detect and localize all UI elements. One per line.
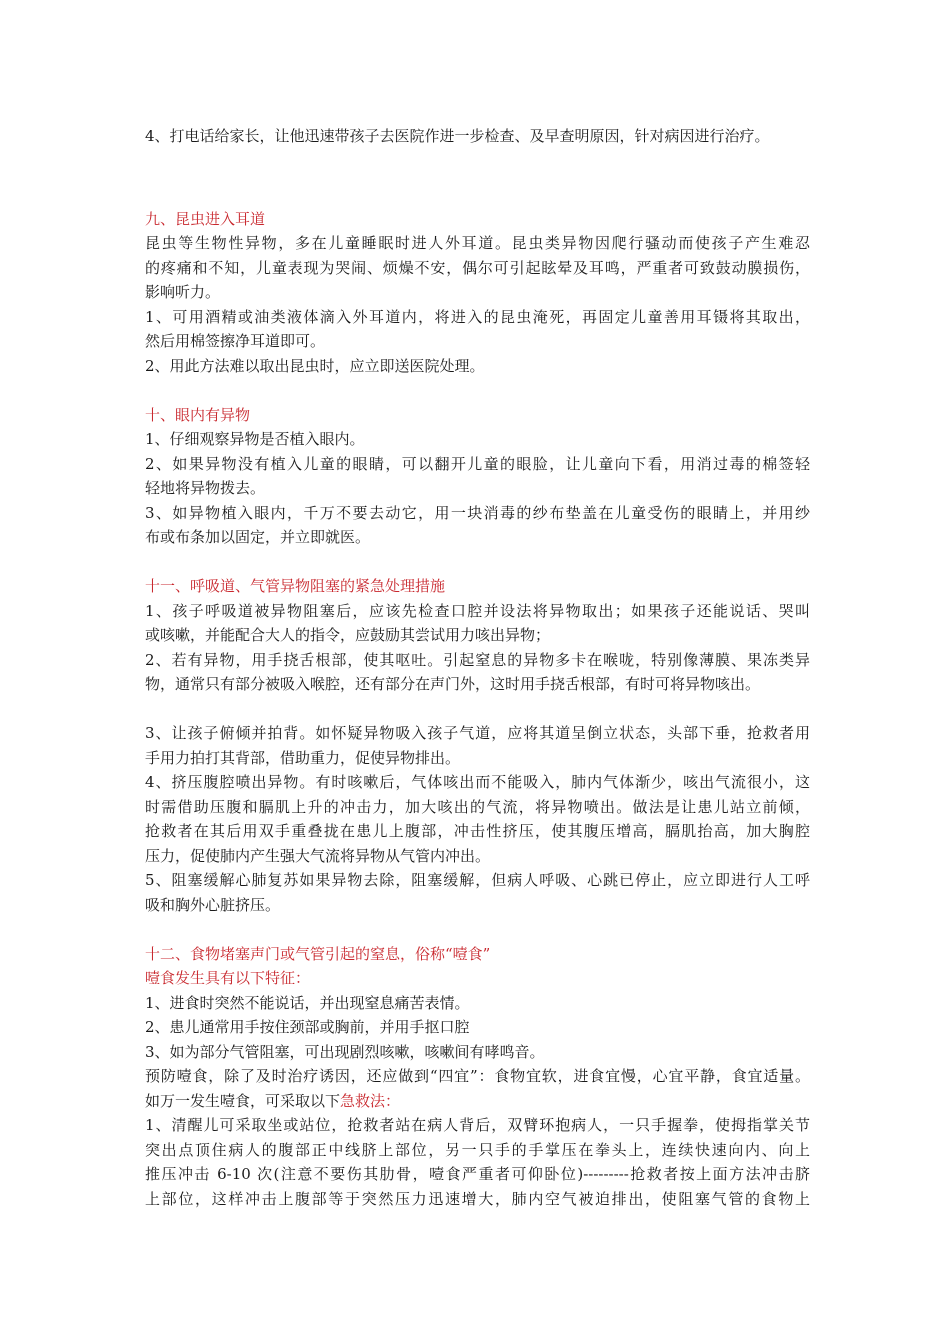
section-12-line: 上部位，这样冲击上腹部等于突然压力迅速增大，肺内空气被迫排出，使阻塞气管的食物上 — [145, 1189, 810, 1208]
spacer — [145, 697, 810, 722]
section-9-line: 然后用棉签擦净耳道即可。 — [145, 332, 326, 350]
section-11-heading: 十一、呼吸道、气管异物阻塞的紧急处理措施 — [145, 577, 446, 595]
spacer — [145, 378, 810, 403]
section-12-line: 预防噎食，除了及时治疗诱因，还应做到“四宜”：食物宜软，进食宜慢，心宜平静，食宜适量。 — [145, 1067, 810, 1085]
section-11-line: 2、若有异物，用手挠舌根部，使其呕吐。引起窒息的异物多卡在喉咙，特别像薄膜、果冻类异 — [145, 650, 810, 669]
section-9-line: 2、用此方法难以取出昆虫时，应立即送医院处理。 — [145, 356, 485, 375]
section-12-line: 2、患儿通常用手按住颈部或胸前，并用手抠口腔 — [145, 1018, 470, 1036]
section-12-heading: 十二、食物堵塞声门或气管引起的窒息，俗称“噎食” — [145, 944, 491, 963]
section-9-line: 1、可用酒精或油类液体滴入外耳道内，将进入的昆虫淹死，再固定儿童善用耳镊将其取出， — [145, 307, 810, 326]
section-10-heading: 十、眼内有异物 — [145, 405, 251, 424]
section-11-line: 4、挤压腹腔喷出异物。有时咳嗽后，气体咳出而不能吸入，肺内气体渐少，咳出气流很小，这 — [145, 773, 810, 791]
section-12-line: 3、如为部分气管阻塞，可出现剧烈咳嗽，咳嗽间有哮鸣音。 — [145, 1042, 545, 1061]
section-11-line: 吸和胸外心脏挤压。 — [145, 895, 281, 914]
emergency-prefix: 如万一发生噎食，可采取以下 — [145, 1091, 341, 1110]
section-10-line: 3、如异物植入眼内，千万不要去动它，用一块消毒的纱布垫盖在儿童受伤的眼睛上，并用纱 — [145, 503, 810, 522]
section-12-emergency-line — [145, 1089, 810, 1114]
section-11-line: 3、让孩子俯倾并拍背。如怀疑异物吸入孩子气道，应将其道呈倒立状态，头部下垂，抢救者用 — [145, 724, 810, 742]
spacer — [145, 917, 810, 942]
section-12-subheading: 噎食发生具有以下特征： — [145, 969, 311, 987]
document-body — [145, 124, 810, 1211]
section-9-line: 昆虫等生物性异物，多在儿童睡眠时进人外耳道。昆虫类异物因爬行骚动而使孩子产生难忍 — [145, 234, 810, 252]
section-12-line: 1、清醒儿可采取坐或站位，抢救者站在病人背后，双臂环抱病人，一只手握拳，使拇指掌关节 — [145, 1116, 810, 1134]
section-10-line: 轻地将异物拨去。 — [145, 479, 266, 497]
spacer — [145, 550, 810, 575]
section-11-line: 压力，促使肺内产生强大气流将异物从气管内冲出。 — [145, 846, 491, 865]
section-12-line: 突出点顶住病人的腹部正中线脐上部位，另一只手的手掌压在拳头上，连续快速向内、向上 — [145, 1140, 810, 1159]
section-11-line: 5、阻塞缓解心肺复苏如果异物去除，阻塞缓解，但病人呼吸、心跳已停止，应立即进行人工呼 — [145, 871, 810, 889]
section-9-heading: 九、昆虫进入耳道 — [145, 209, 266, 228]
section-11-line: 手用力拍打其背部，借助重力，促使异物排出。 — [145, 748, 461, 767]
section-11-line: 或咳嗽，并能配合大人的指令，应鼓励其尝试用力咳出异物； — [145, 626, 551, 644]
section-9-line: 的疼痛和不知，儿童表现为哭闹、烦燥不安，偶尔可引起眩晕及耳鸣，严重者可致鼓动膜损伤， — [145, 258, 810, 277]
section-10-line: 布或布条加以固定，并立即就医。 — [145, 528, 371, 546]
section-10-line: 1、仔细观察异物是否植入眼内。 — [145, 430, 365, 448]
section-10-line: 2、如果异物没有植入儿童的眼睛，可以翻开儿童的眼脸，让儿童向下看，用消过毒的棉签轻 — [145, 454, 810, 473]
section-12-line: 1、进食时突然不能说话，并出现窒息痛苦表情。 — [145, 993, 470, 1012]
section-11-line: 抢救者在其后用双手重叠拢在患儿上腹部，冲击性挤压，使其腹压增高，膈肌抬高，加大胸腔 — [145, 822, 810, 840]
intro-item-4: 4、打电话给家长，让他迅速带孩子去医院作进一步检查、及早查明原因，针对病因进行治疗。 — [145, 127, 770, 145]
section-9-line: 影响听力。 — [145, 283, 221, 301]
section-11-line: 1、孩子呼吸道被异物阻塞后，应该先检查口腔并设法将异物取出；如果孩子还能说话、哭叫 — [145, 601, 810, 620]
spacer — [145, 149, 810, 207]
section-11-line: 物，通常只有部分被吸入喉腔，还有部分在声门外，这时用手挠舌根部，有时可将异物咳出。 — [145, 675, 761, 693]
section-12-line: 推压冲击 6-10 次(注意不要伤其肋骨，噎食严重者可仰卧位)---------抢救者按上面方法冲击脐 — [145, 1165, 810, 1183]
section-11-line: 时需借助压腹和膈肌上升的冲击力，加大咳出的气流，将异物喷出。做法是让患儿站立前倾， — [145, 797, 810, 816]
emergency-highlight: 急救法： — [340, 1091, 401, 1110]
